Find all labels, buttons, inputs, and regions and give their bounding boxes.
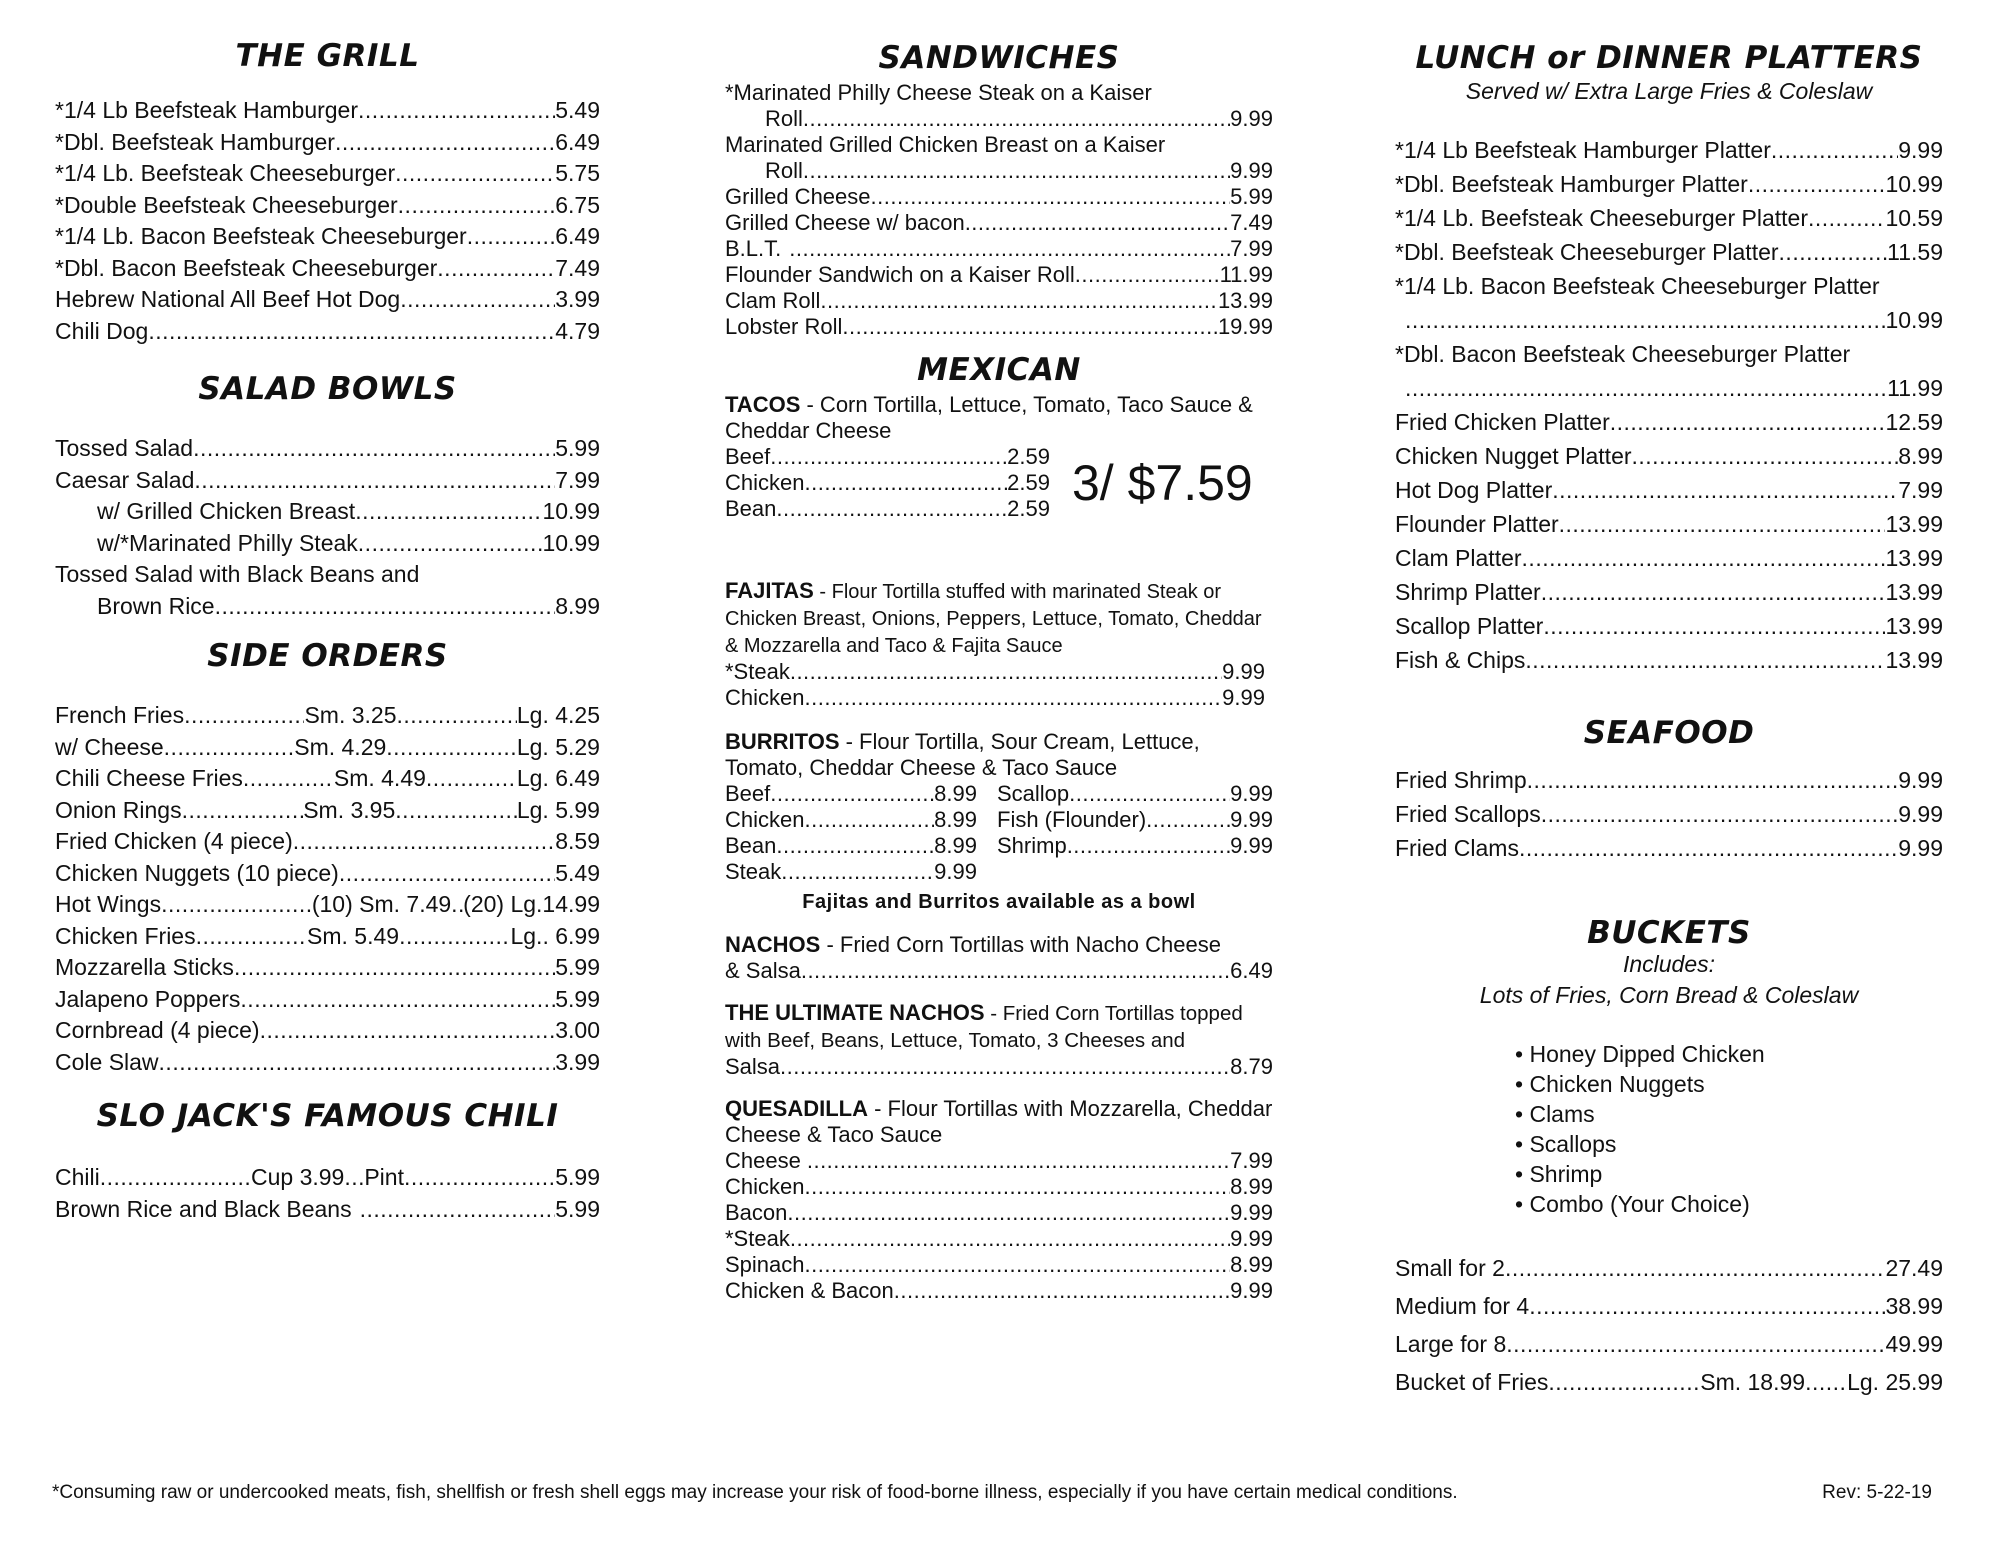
menu-item: Grilled Cheese w/ bacon ..... 7.49 bbox=[725, 210, 1273, 236]
menu-item: Brown Rice ..... 8.99 bbox=[55, 591, 600, 623]
menu-item: Scallop ..... 9.99 bbox=[997, 781, 1273, 807]
menu-item: *Dbl. Beefsteak Hamburger Platter ..... 10.99 bbox=[1395, 167, 1943, 201]
fajitas-heading: FAJITAS bbox=[725, 578, 814, 603]
menu-item: Caesar Salad ..... 7.99 bbox=[55, 465, 600, 497]
column-left bbox=[55, 0, 600, 1225]
salad-list bbox=[55, 433, 600, 622]
tacos-heading: TACOS bbox=[725, 392, 801, 417]
menu-item: Salsa ..... 8.79 bbox=[725, 1054, 1273, 1080]
menu-item: Cole Slaw ..... 3.99 bbox=[55, 1047, 600, 1079]
menu-item: B.L.T. ..... 7.99 bbox=[725, 236, 1273, 262]
disclaimer: *Consuming raw or undercooked meats, fish, shellfish or fresh shell eggs may increase your risk of food-borne illness, especially if you have certain medical conditions. bbox=[52, 1482, 1458, 1503]
menu-item: Grilled Cheese ..... 5.99 bbox=[725, 184, 1273, 210]
menu-item: Chicken ..... 2.59 bbox=[725, 470, 1050, 496]
menu-item: Hot Wings ..... (10) Sm. 7.49 ..... (20) Lg.14.99 bbox=[55, 889, 600, 921]
menu-item: *Dbl. Beefsteak Cheeseburger Platter ..... 11.59 bbox=[1395, 235, 1943, 269]
quesadilla-list bbox=[725, 1148, 1273, 1304]
quesadilla-heading: QUESADILLA bbox=[725, 1096, 868, 1121]
burritos-list-left bbox=[725, 781, 977, 885]
menu-item: Hebrew National All Beef Hot Dog ..... 3.99 bbox=[55, 284, 600, 316]
chili-list bbox=[55, 1162, 600, 1225]
menu-item: Bucket of Fries ..... Sm. 18.99 ..... Lg. 25.99 bbox=[1395, 1363, 1943, 1401]
buckets-includes-desc: Lots of Fries, Corn Bread & Coleslaw bbox=[1479, 982, 1859, 1008]
menu-item: Chicken & Bacon ..... 9.99 bbox=[725, 1278, 1273, 1304]
menu-item: w/ Cheese ..... Sm. 4.29 ..... Lg. 5.29 bbox=[55, 732, 600, 764]
burritos-heading: BURRITOS bbox=[725, 729, 840, 754]
list-item: • Clams bbox=[1515, 1101, 1595, 1127]
menu-item: Onion Rings ..... Sm. 3.95 ..... Lg. 5.99 bbox=[55, 795, 600, 827]
menu-item: Hot Dog Platter ..... 7.99 bbox=[1395, 473, 1943, 507]
list-item: • Combo (Your Choice) bbox=[1515, 1191, 1750, 1217]
menu-item: Clam Platter ..... 13.99 bbox=[1395, 541, 1943, 575]
chili-title: SLO JACK'S FAMOUS CHILI bbox=[96, 1098, 559, 1134]
menu-item: *Dbl. Bacon Beefsteak Cheeseburger ..... 7.49 bbox=[55, 253, 600, 285]
menu-item: & Salsa ..... 6.49 bbox=[725, 958, 1273, 984]
bowl-note: Fajitas and Burritos available as a bowl bbox=[802, 891, 1196, 913]
seafood-list bbox=[1395, 763, 1943, 865]
column-middle bbox=[725, 0, 1273, 1304]
menu-item-name: *1/4 Lb. Bacon Beefsteak Cheeseburger Platter bbox=[1395, 273, 1880, 299]
menu-item: Flounder Platter ..... 13.99 bbox=[1395, 507, 1943, 541]
sides-list bbox=[55, 700, 600, 1078]
menu-item: *1/4 Lb Beefsteak Hamburger ..... 5.49 bbox=[55, 95, 600, 127]
menu-item: Chili ..... Cup 3.99 ..... Pint ..... 5.99 bbox=[55, 1162, 600, 1194]
menu-item-name: *Marinated Philly Cheese Steak on a Kaiser bbox=[725, 80, 1152, 105]
menu-item: Roll ..... 9.99 bbox=[725, 158, 1273, 184]
menu-item: *1/4 Lb. Beefsteak Cheeseburger Platter ..... 10.59 bbox=[1395, 201, 1943, 235]
menu-item: Clam Roll ..... 13.99 bbox=[725, 288, 1273, 314]
menu-item: Fried Chicken (4 piece) ..... 8.59 bbox=[55, 826, 600, 858]
salad-title: SALAD BOWLS bbox=[198, 371, 457, 407]
menu-item: Fried Chicken Platter ..... 12.59 bbox=[1395, 405, 1943, 439]
menu-item-name: Tossed Salad with Black Beans and bbox=[55, 561, 420, 587]
list-item: • Honey Dipped Chicken bbox=[1515, 1041, 1765, 1067]
menu-item: French Fries ..... Sm. 3.25 ..... Lg. 4.25 bbox=[55, 700, 600, 732]
menu-item: Brown Rice and Black Beans ..... 5.99 bbox=[55, 1194, 600, 1226]
menu-item: Roll ..... 9.99 bbox=[725, 106, 1273, 132]
menu-item: Shrimp Platter ..... 13.99 bbox=[1395, 575, 1943, 609]
menu-item: Cornbread (4 piece) ..... 3.00 bbox=[55, 1015, 600, 1047]
menu-item: *1/4 Lb. Beefsteak Cheeseburger ..... 5.75 bbox=[55, 158, 600, 190]
buckets-sizes bbox=[1395, 1249, 1943, 1401]
menu-item: Lobster Roll ..... 19.99 bbox=[725, 314, 1273, 340]
menu-item: Chili Cheese Fries ..... Sm. 4.49 ..... Lg. 6.49 bbox=[55, 763, 600, 795]
menu-item: Flounder Sandwich on a Kaiser Roll ..... 11.99 bbox=[725, 262, 1273, 288]
menu-item: Chicken Nugget Platter ..... 8.99 bbox=[1395, 439, 1943, 473]
menu-item: Spinach ..... 8.99 bbox=[725, 1252, 1273, 1278]
sides-title: SIDE ORDERS bbox=[207, 638, 448, 674]
menu-item: Fried Shrimp ..... 9.99 bbox=[1395, 763, 1943, 797]
menu-item: w/*Marinated Philly Steak ..... 10.99 bbox=[55, 528, 600, 560]
menu-item: ..... 11.99 bbox=[1395, 371, 1943, 405]
menu-item: Cheese ..... 7.99 bbox=[725, 1148, 1273, 1174]
menu-item: Fish & Chips ..... 13.99 bbox=[1395, 643, 1943, 677]
ultimate-nachos-desc: THE ULTIMATE NACHOS - Fried Corn Tortillas topped with Beef, Beans, Lettuce, Tomato, 3 Cheeses and bbox=[725, 1000, 1243, 1052]
mexican-title: MEXICAN bbox=[917, 352, 1081, 388]
menu-item: *Steak ..... 9.99 bbox=[725, 659, 1265, 685]
tacos-list bbox=[725, 444, 1050, 522]
menu-item: ..... 10.99 bbox=[1395, 303, 1943, 337]
menu-item: Fried Scallops ..... 9.99 bbox=[1395, 797, 1943, 831]
grill-list bbox=[55, 95, 600, 347]
list-item: • Scallops bbox=[1515, 1131, 1617, 1157]
menu-item: Chili Dog ..... 4.79 bbox=[55, 316, 600, 348]
menu-item: Jalapeno Poppers ..... 5.99 bbox=[55, 984, 600, 1016]
menu-item: Bean ..... 8.99 bbox=[725, 833, 977, 859]
menu-item: *1/4 Lb Beefsteak Hamburger Platter ..... 9.99 bbox=[1395, 133, 1943, 167]
list-item: • Shrimp bbox=[1515, 1161, 1603, 1187]
tacos-desc: TACOS - Corn Tortilla, Lettuce, Tomato, Taco Sauce & Cheddar Cheese bbox=[725, 392, 1253, 443]
tacos-block bbox=[725, 444, 1273, 522]
sandwiches-list bbox=[725, 80, 1273, 340]
nachos-heading: NACHOS bbox=[725, 932, 821, 957]
platters-list bbox=[1395, 133, 1943, 677]
menu-item: Chicken ..... 9.99 bbox=[725, 685, 1265, 711]
menu-item: w/ Grilled Chicken Breast ..... 10.99 bbox=[55, 496, 600, 528]
platters-subtitle: Served w/ Extra Large Fries & Coleslaw bbox=[1465, 78, 1873, 104]
buckets-includes: Includes: bbox=[1622, 951, 1716, 977]
menu-item: Bacon ..... 9.99 bbox=[725, 1200, 1273, 1226]
menu-item: Chicken ..... 8.99 bbox=[725, 807, 977, 833]
seafood-title: SEAFOOD bbox=[1583, 715, 1755, 751]
grill-title: THE GRILL bbox=[235, 38, 420, 74]
menu-item: Mozzarella Sticks ..... 5.99 bbox=[55, 952, 600, 984]
list-item: • Chicken Nuggets bbox=[1515, 1071, 1705, 1097]
menu-item: Shrimp ..... 9.99 bbox=[997, 833, 1273, 859]
burritos-list-right bbox=[997, 781, 1273, 885]
ultimate-nachos-heading: THE ULTIMATE NACHOS bbox=[725, 1000, 985, 1025]
menu-item: Small for 2 ..... 27.49 bbox=[1395, 1249, 1943, 1287]
footer bbox=[52, 1482, 1932, 1504]
menu-item: Scallop Platter ..... 13.99 bbox=[1395, 609, 1943, 643]
menu-item: Chicken Fries ..... Sm. 5.49 ..... Lg.. 6.99 bbox=[55, 921, 600, 953]
quesadilla-desc: QUESADILLA - Flour Tortillas with Mozzarella, Cheddar Cheese & Taco Sauce bbox=[725, 1096, 1273, 1147]
burritos-desc: BURRITOS - Flour Tortilla, Sour Cream, Lettuce, Tomato, Cheddar Cheese & Taco Sauce bbox=[725, 729, 1200, 780]
menu-item: Large for 8 ..... 49.99 bbox=[1395, 1325, 1943, 1363]
menu-item: Fish (Flounder) ..... 9.99 bbox=[997, 807, 1273, 833]
menu-item: *1/4 Lb. Bacon Beefsteak Cheeseburger ..... 6.49 bbox=[55, 221, 600, 253]
menu-item: Chicken ..... 8.99 bbox=[725, 1174, 1273, 1200]
taco-deal: 3/ $7.59 bbox=[1072, 455, 1253, 511]
menu-item: *Steak ..... 9.99 bbox=[725, 1226, 1273, 1252]
menu-item: Bean ..... 2.59 bbox=[725, 496, 1050, 522]
menu-item-name: *Dbl. Bacon Beefsteak Cheeseburger Platter bbox=[1395, 341, 1851, 367]
menu-item: Fried Clams ..... 9.99 bbox=[1395, 831, 1943, 865]
nachos-desc: NACHOS - Fried Corn Tortillas with Nacho Cheese bbox=[725, 932, 1221, 957]
menu-item: Chicken Nuggets (10 piece) ..... 5.49 bbox=[55, 858, 600, 890]
revision-date: Rev: 5-22-19 bbox=[1822, 1482, 1932, 1503]
menu-item: Beef ..... 8.99 bbox=[725, 781, 977, 807]
menu-item: *Dbl. Beefsteak Hamburger ..... 6.49 bbox=[55, 127, 600, 159]
menu-item-name: Marinated Grilled Chicken Breast on a Kaiser bbox=[725, 132, 1166, 157]
menu-item: Steak ..... 9.99 bbox=[725, 859, 977, 885]
fajitas-list bbox=[725, 659, 1265, 711]
column-right bbox=[1395, 0, 1943, 1401]
buckets-options bbox=[1395, 1039, 1943, 1219]
platters-title: LUNCH or DINNER PLATTERS bbox=[1415, 40, 1923, 76]
menu-item: Medium for 4 ..... 38.99 bbox=[1395, 1287, 1943, 1325]
burritos-block bbox=[725, 781, 1273, 885]
mexican-section bbox=[725, 392, 1273, 1304]
menu-item: Tossed Salad ..... 5.99 bbox=[55, 433, 600, 465]
buckets-title: BUCKETS bbox=[1587, 915, 1751, 951]
menu-item: Beef ..... 2.59 bbox=[725, 444, 1050, 470]
menu-item: *Double Beefsteak Cheeseburger ..... 6.75 bbox=[55, 190, 600, 222]
sandwiches-title: SANDWICHES bbox=[878, 40, 1120, 76]
fajitas-desc: FAJITAS - Flour Tortilla stuffed with marinated Steak or Chicken Breast, Onions, Peppers, Lettuce, Tomato, Cheddar & Mozzarella and Taco & Fajita Sauce bbox=[725, 578, 1262, 657]
